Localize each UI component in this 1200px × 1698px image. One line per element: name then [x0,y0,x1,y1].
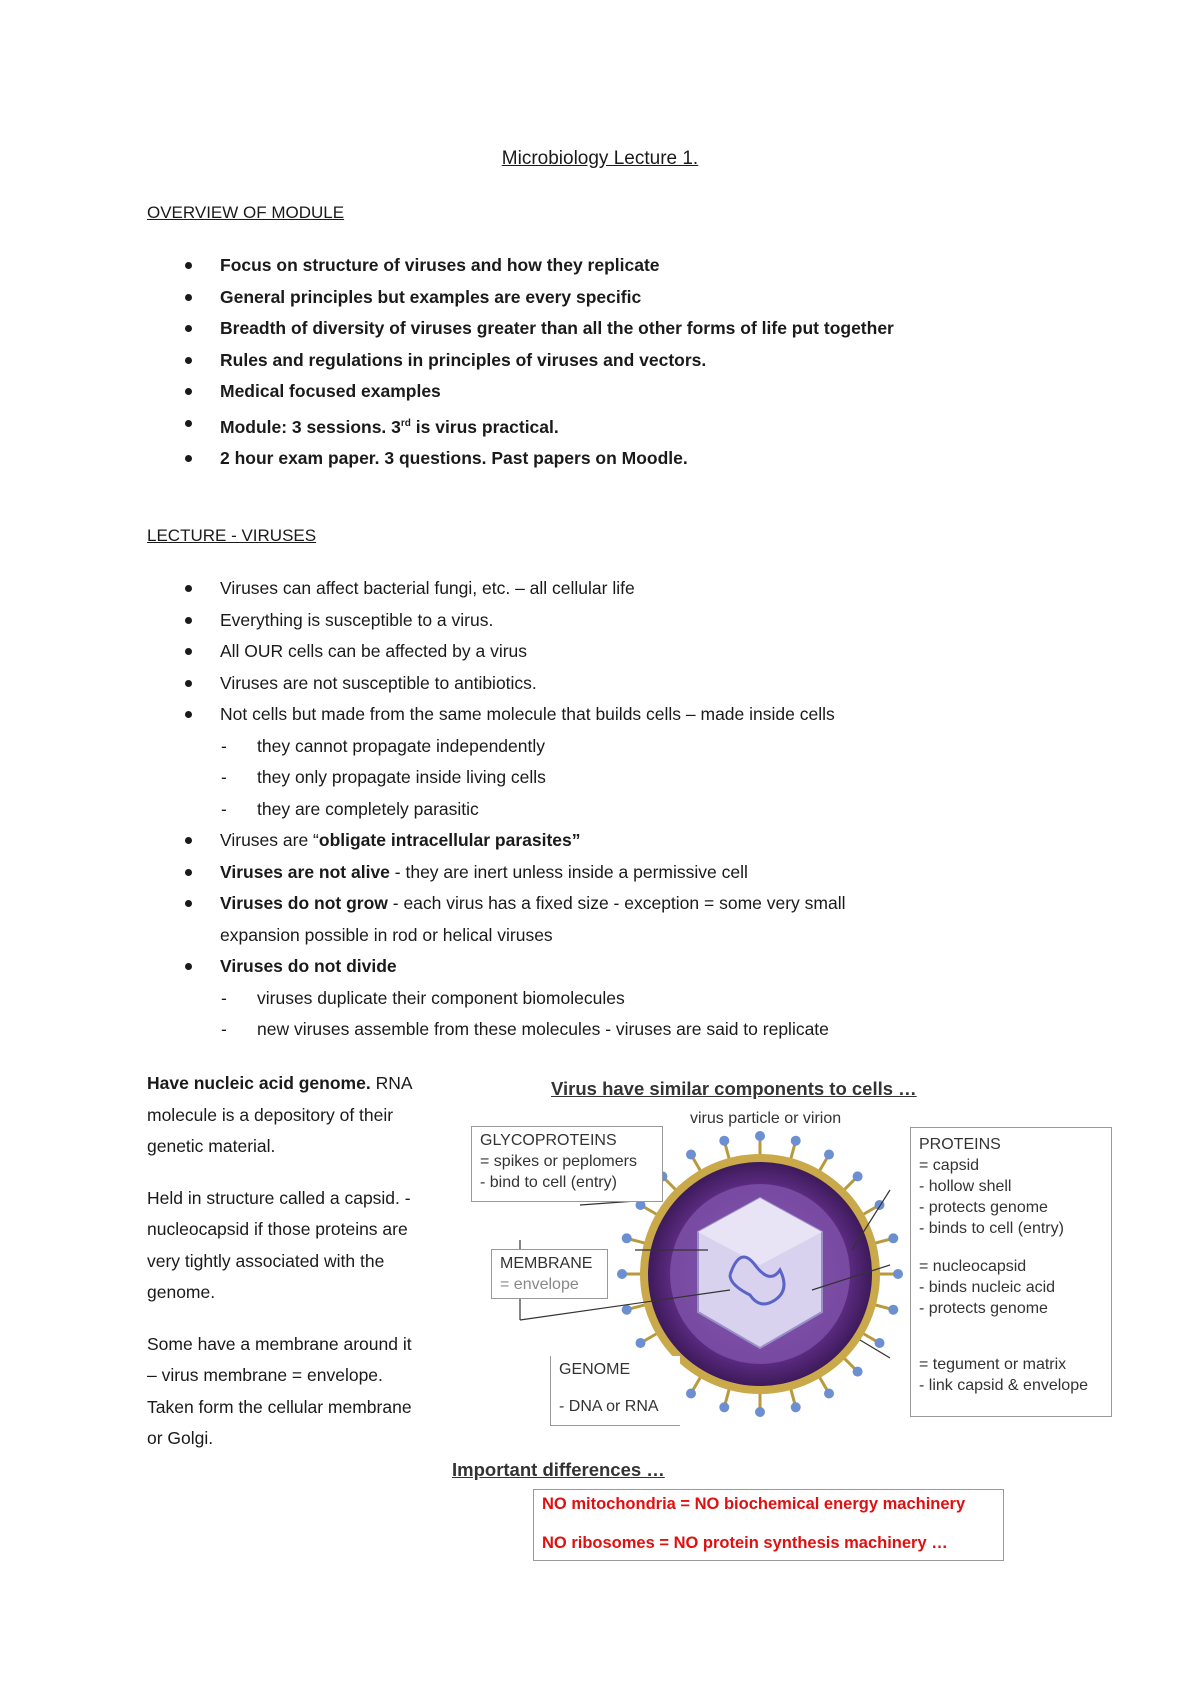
side-paragraph: Held in structure called a capsid. - nucleocapsid if those proteins are very tightly associated with the genome. [147,1187,411,1302]
spike-head [719,1402,729,1412]
spike-head [617,1269,627,1279]
page-title: Microbiology Lecture 1. [501,148,699,169]
list-item: Everything is susceptible to a virus. [147,605,1047,637]
spike-head [824,1149,834,1159]
spike-head [755,1131,765,1141]
differences-title: Important differences … [452,1459,665,1480]
spike-head [686,1149,696,1159]
virion-label: virus particle or virion [690,1110,842,1127]
bullet-icon [185,617,192,624]
side-notes [147,1068,412,1475]
differences-box: NO mitochondria = NO biochemical energy machinery NO ribosomes = NO protein synthesis machinery … [533,1489,1004,1561]
list-item: Module: 3 sessions. 3rd is virus practical. [147,408,1047,443]
bullet-icon [185,900,192,907]
list-item: Breadth of diversity of viruses greater than all the other forms of life put together [147,313,1047,345]
list-item: Focus on structure of viruses and how they replicate [147,250,1047,282]
list-item: 2 hour exam paper. 3 questions. Past papers on Moodle. [147,443,1047,475]
bullet-icon [185,869,192,876]
list-item: Rules and regulations in principles of viruses and vectors. [147,345,1047,377]
spike-head [719,1136,729,1146]
sub-item: - they only propagate inside living cells [220,762,1047,794]
spike-head [755,1407,765,1417]
spike-head [893,1269,903,1279]
spike-head [622,1233,632,1243]
lecture-list [147,573,1047,1046]
list-item: Viruses are “obligate intracellular parasites” [147,825,1047,857]
bullet-icon [185,837,192,844]
side-paragraph: Some have a membrane around it – virus membrane = envelope. Taken form the cellular membrane or Golgi. [147,1333,412,1448]
sub-item: - new viruses assemble from these molecules - viruses are said to replicate [220,1014,1047,1046]
spike-head [888,1233,898,1243]
spike-head [853,1171,863,1181]
list-item: All OUR cells can be affected by a virus [147,636,1047,668]
sub-item: - viruses duplicate their component biomolecules [220,983,1047,1015]
list-item: Viruses do not grow - each virus has a fixed size - exception = some very small expansion possible in rod or helical viruses [147,888,1047,951]
bullet-icon [185,420,192,427]
list-item: Not cells but made from the same molecule that builds cells – made inside cells - they cannot propagate independently - they only propagate inside living cells - they are completely parasitic [147,699,1047,825]
bullet-icon [185,648,192,655]
spike-head [888,1305,898,1315]
genome-box: GENOME - DNA or RNA [550,1356,680,1426]
spike-head [824,1389,834,1399]
bullet-icon [185,357,192,364]
list-item: Viruses do not divide - viruses duplicate their component biomolecules - new viruses assemble from these molecules - viruses are said to replicate [147,951,1047,1046]
bullet-icon [185,388,192,395]
spike-head [791,1136,801,1146]
sub-item: - they cannot propagate independently [220,731,1047,763]
list-item: Viruses are not alive - they are inert unless inside a permissive cell [147,857,1047,889]
list-item: General principles but examples are every specific [147,282,1047,314]
spike-head [635,1338,645,1348]
spike-head [853,1367,863,1377]
list-item: Viruses are not susceptible to antibiotics. [147,668,1047,700]
spike-head [622,1305,632,1315]
figure-title: Virus have similar components to cells … [551,1078,917,1099]
bullet-icon [185,262,192,269]
overview-heading: OVERVIEW OF MODULE [147,203,345,222]
bullet-icon [185,585,192,592]
proteins-box: PROTEINS = capsid - hollow shell - protects genome - binds to cell (entry) = nucleocapsid - binds nucleic acid - protects genome = tegument or matrix - link capsid & envelope [910,1127,1112,1417]
bullet-icon [185,294,192,301]
membrane-box: MEMBRANE = envelope [491,1249,608,1299]
spike-head [875,1338,885,1348]
spike-head [791,1402,801,1412]
bullet-icon [185,963,192,970]
bullet-icon [185,680,192,687]
bullet-icon [185,711,192,718]
list-item: Viruses can affect bacterial fungi, etc. – all cellular life [147,573,1047,605]
lecture-heading: LECTURE - VIRUSES [147,526,317,545]
sub-item: - they are completely parasitic [220,794,1047,826]
glycoproteins-box: GLYCOPROTEINS = spikes or peplomers - bind to cell (entry) [471,1126,663,1202]
side-paragraph: Have nucleic acid genome. RNA molecule is a depository of their genetic material. [147,1073,412,1156]
overview-list [147,250,1047,474]
list-item: Medical focused examples [147,376,1047,408]
bullet-icon [185,455,192,462]
bullet-icon [185,325,192,332]
spike-head [686,1389,696,1399]
